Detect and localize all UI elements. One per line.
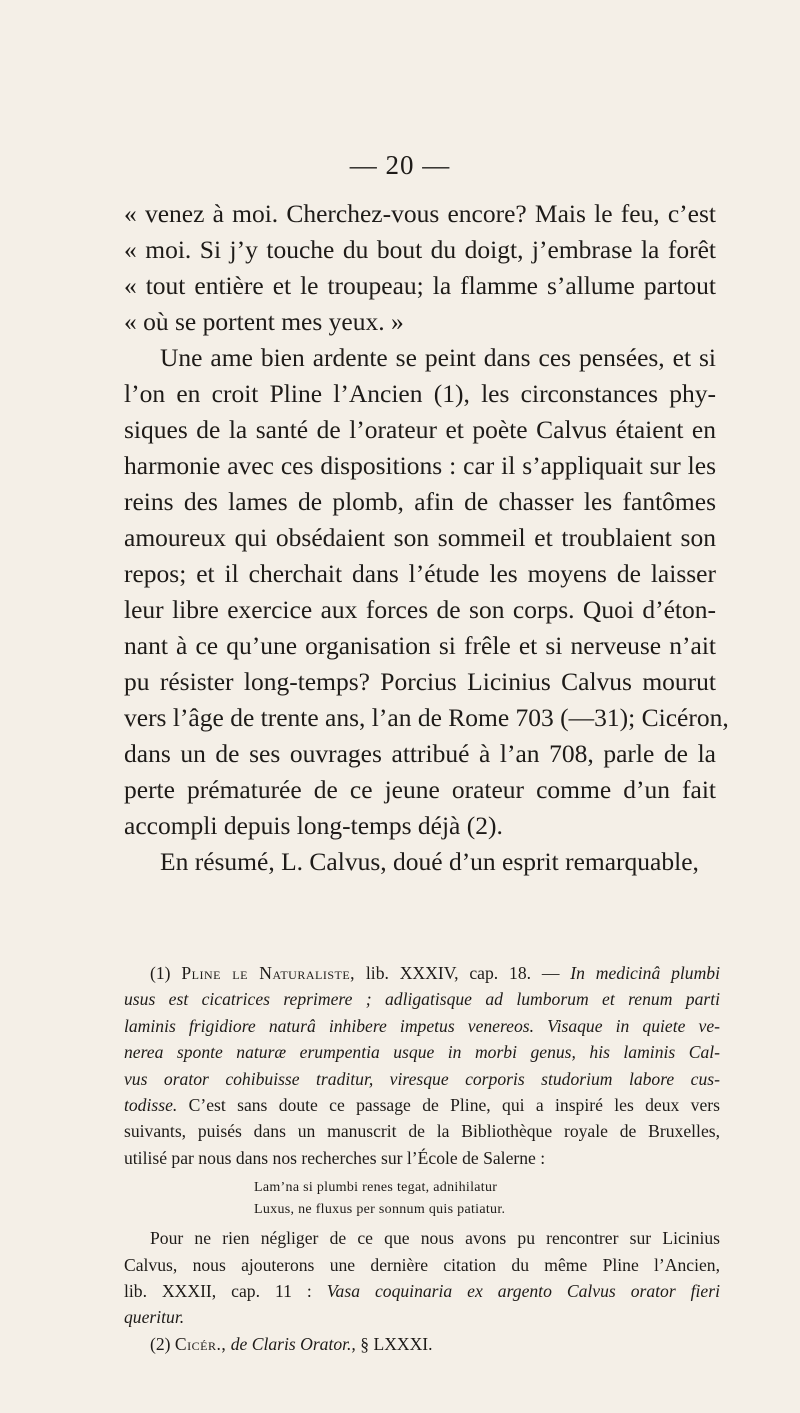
footnotes <box>124 960 720 1357</box>
verse-line: Luxus, ne fluxus per sonnum quis patiatur. <box>254 1202 506 1218</box>
footnote-2 <box>124 1331 720 1357</box>
text-line: « où se portent mes yeux. » <box>124 307 404 336</box>
footnote-marker: (1) <box>150 963 171 983</box>
latin-quote-line: nerea sponte naturæ erumpentia usque in morbi genus, his laminis Cal- <box>124 1042 720 1063</box>
text-line: siques de la santé de l’orateur et poète Calvus étaient en <box>124 415 716 444</box>
text-line: dans un de ses ouvrages attribué à l’an 708, parle de la <box>124 739 716 768</box>
text-line: vers l’âge de trente ans, l’an de Rome 703 (—31); Cicéron, <box>124 703 729 732</box>
footnote-author: Pline le Naturaliste, <box>181 963 356 983</box>
footnote-line: Calvus, nous ajouterons une dernière citation du même Pline l’Ancien, <box>124 1254 720 1275</box>
footnote-1-first-line <box>124 960 720 986</box>
text-line: repos; et il cherchait dans l’étude les moyens de laisser <box>124 559 716 588</box>
footnote-work-title: de Claris Orator., <box>230 1333 356 1354</box>
footnote-reference: lib. XXXII, cap. 11 : <box>124 1280 312 1301</box>
latin-quote: In medicinâ plumbi <box>570 963 720 983</box>
text-line: perte prématurée de ce jeune orateur comme d’un fait <box>124 775 716 804</box>
text-line: accompli depuis long-temps déjà (2). <box>124 811 503 840</box>
text-line: pu résister long-temps? Porcius Licinius Calvus mourut <box>124 667 716 696</box>
verse-quote <box>124 1177 720 1221</box>
text-line: nant à ce qu’une organisation si frêle et si nerveuse n’ait <box>124 631 716 660</box>
text-line: amoureux qui obsédaient son sommeil et troublaient son <box>124 523 716 552</box>
main-text <box>124 196 729 880</box>
latin-quote-line: usus est cicatrices reprimere ; adligatisque ad lumborum et renum parti <box>124 989 720 1010</box>
text-line: reins des lames de plomb, afin de chasser les fantômes <box>124 487 716 516</box>
footnote-line: Pour ne rien négliger de ce que nous avons pu rencontrer sur Licinius <box>150 1228 720 1249</box>
page-number: — 20 — <box>349 150 451 180</box>
paragraph-start: Une ame bien ardente se peint dans ces pensées, et si <box>160 343 716 372</box>
latin-quote-end: queritur. <box>124 1307 185 1328</box>
footnote-marker: (2) <box>150 1333 171 1354</box>
text-line: harmonie avec ces dispositions : car il s’appliquait sur les <box>124 451 716 480</box>
text-line: « tout entière et le troupeau; la flamme s’allume partout <box>124 271 716 300</box>
footnote-reference: lib. XXXIV, cap. 18. — <box>365 963 560 983</box>
paragraph-start: En résumé, L. Calvus, doué d’un esprit remarquable, <box>160 847 699 876</box>
text-line: leur libre exercice aux forces de son corps. Quoi d’éton- <box>124 595 716 624</box>
footnote-line <box>124 1092 720 1118</box>
latin-quote: Vasa coquinaria ex argento Calvus orator fieri <box>326 1280 720 1301</box>
footnote-line <box>124 1278 720 1304</box>
footnote-comment: C’est sans doute ce passage de Pline, qui a inspiré les deux vers <box>188 1094 720 1115</box>
text-line: « venez à moi. Cherchez-vous encore? Mais le feu, c’est <box>124 199 716 228</box>
footnote-line: suivants, puisés dans un manuscrit de la Bibliothèque royale de Bruxelles, <box>124 1121 720 1142</box>
text-line: l’on en croit Pline l’Ancien (1), les circonstances phy- <box>124 379 716 408</box>
latin-quote-end: todisse. <box>124 1094 178 1115</box>
verse-line: Lam’na si plumbi renes tegat, adnihilatur <box>254 1180 498 1196</box>
latin-quote-line: laminis frigidiore naturâ inhibere impetus venereos. Visaque in quiete ve- <box>124 1015 720 1036</box>
footnote-line: utilisé par nous dans nos recherches sur l’École de Salerne : <box>124 1147 546 1168</box>
footnote-author: Cicér., <box>174 1333 227 1354</box>
text-line: « moi. Si j’y touche du bout du doigt, j’embrase la forêt <box>124 235 716 264</box>
latin-quote-line: vus orator cohibuisse traditur, viresque corporis studorium labore cus- <box>124 1068 720 1089</box>
footnote-reference: § LXXXI. <box>360 1333 433 1354</box>
